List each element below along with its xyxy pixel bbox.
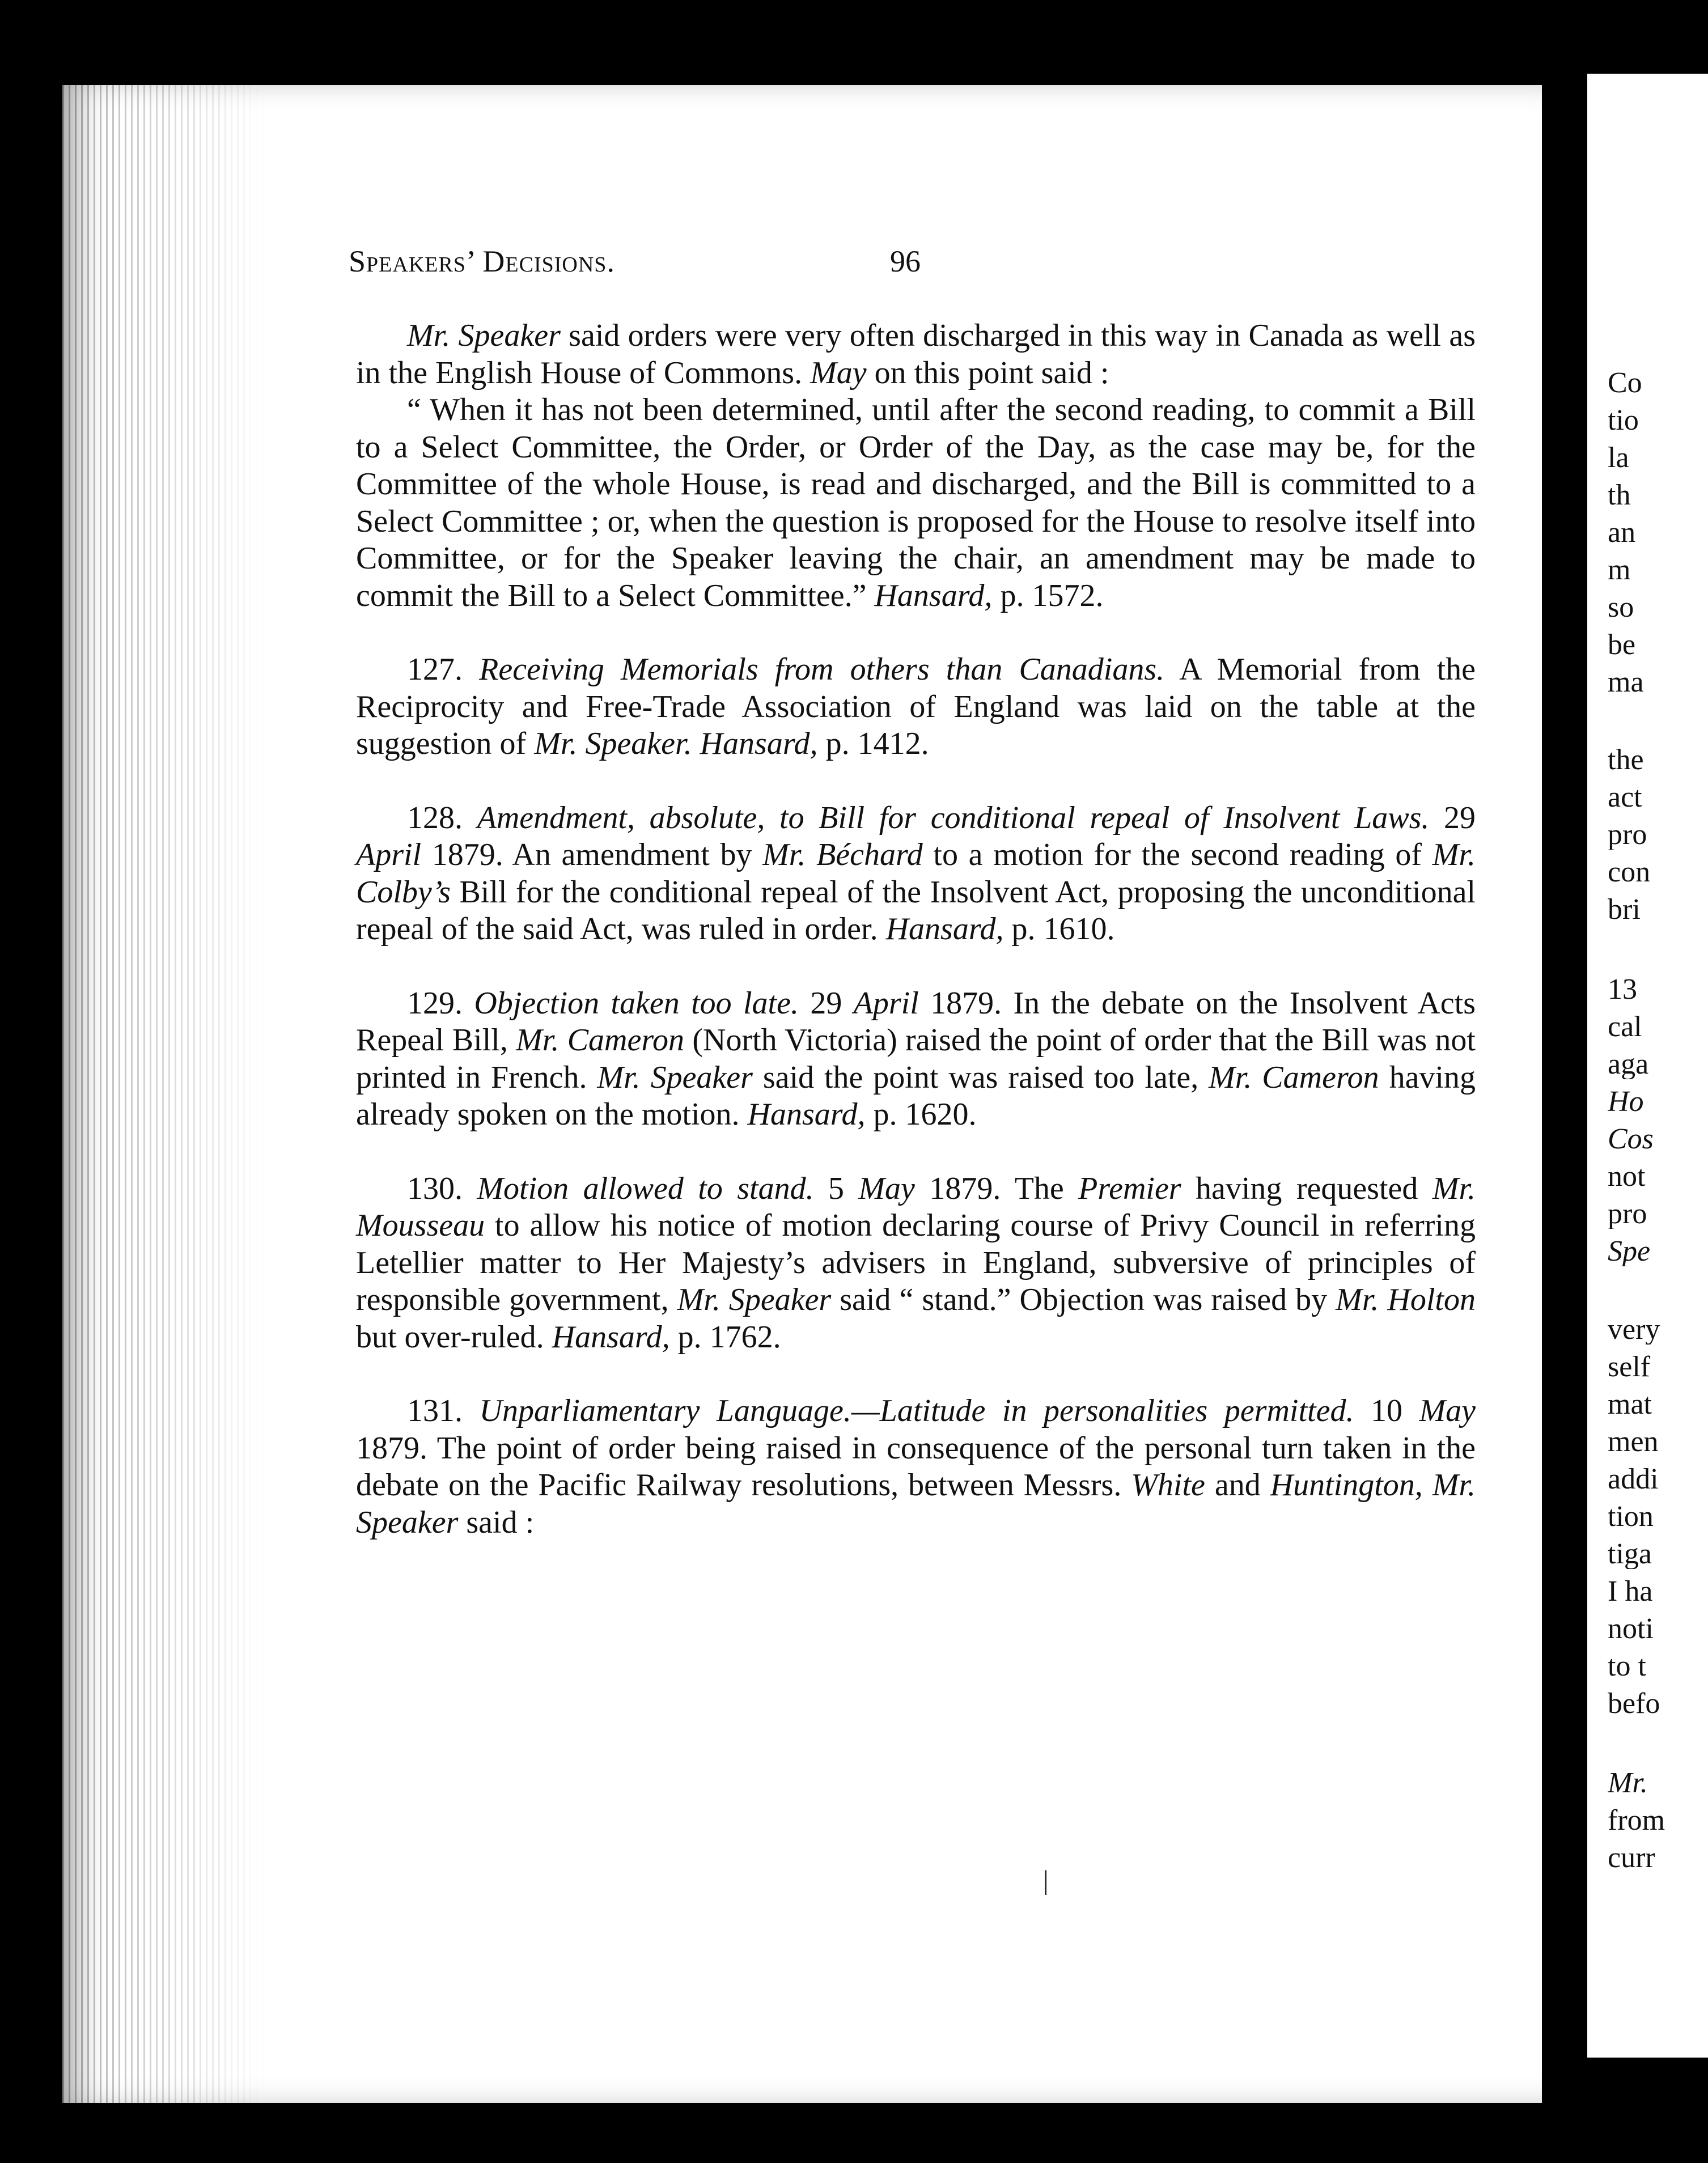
paragraph-129: 129. Objection taken too late. 29 April 1879. In the debate on the Insolvent Acts Repeal Bill, Mr. Cameron (North Victoria) raised the point of order that the Bill was not printed in French. Mr. Speaker said the point was raised too late, Mr. Cameron having already spoken on the motion. Hansard, p. 1620. — [356, 985, 1476, 1132]
paragraph-130: 130. Motion allowed to stand. 5 May 1879. The Premier having requested Mr. Mousseau to allow his notice of motion declaring course of Privy Council in referring Letellier matter to Her Majesty’s advisers in England, subversive of principles of responsible government, Mr. Speaker said “ stand.” Objection was raised by Mr. Holton but over-ruled. Hansard, p. 1762. — [356, 1170, 1476, 1355]
page-header — [349, 244, 1477, 289]
paragraph-131: 131. Unparliamentary Language.—Latitude in personalities permitted. 10 May 1879. The point of order being raised in consequence of the personal turn taken in the debate on the Pacific Railway resolutions, between Messrs. White and Huntington, Mr. Speaker said : — [356, 1393, 1476, 1540]
paragraph-may-quote: “ When it has not been determined, until after the second reading, to commit a Bill to a Select Committee, the Order, or Order of the Day, as the case may be, for the Committee of the whole House, is read and discharged, and the Bill is committed to a Select Committee ; or, when the question is proposed for the House to resolve itself into Committee, or for the Speaker leaving the chair, an amendment may be made to commit the Bill to a Select Committee.” Hansard, p. 1572. — [356, 392, 1476, 613]
paragraph-speaker-remark: Mr. Speaker said orders were very often discharged in this way in Canada as well as in the English House of Commons. May on this point said : — [356, 318, 1476, 391]
scanned-binding-edge — [62, 85, 266, 2103]
adjacent-page-edge: Co tio la th an m so be ma the act pro con bri 13 cal aga Ho Cos not pro Spe very self mat men addi tion tiga I ha noti to t befo Mr. from curr — [1587, 74, 1708, 2058]
paragraph-128: 128. Amendment, absolute, to Bill for conditional repeal of Insolvent Laws. 29 April 1879. An amendment by Mr. Béchard to a motion for the second reading of Mr. Colby’s Bill for the conditional repeal of the Insolvent Act, proposing the unconditional repeal of the said Act, was ruled in order. Hansard, p. 1610. — [356, 800, 1476, 947]
page-number: 96 — [890, 244, 921, 278]
running-title: Speakers’ Decisions. — [349, 244, 615, 278]
paragraph-127: 127. Receiving Memorials from others than Canadians. A Memorial from the Reciprocity and Free-Trade Association of England was laid on the table at the suggestion of Mr. Speaker. Hansard, p. 1412. — [356, 652, 1476, 761]
scan-speck-mark: | — [1043, 1865, 1049, 1895]
page-body — [356, 317, 1476, 1541]
